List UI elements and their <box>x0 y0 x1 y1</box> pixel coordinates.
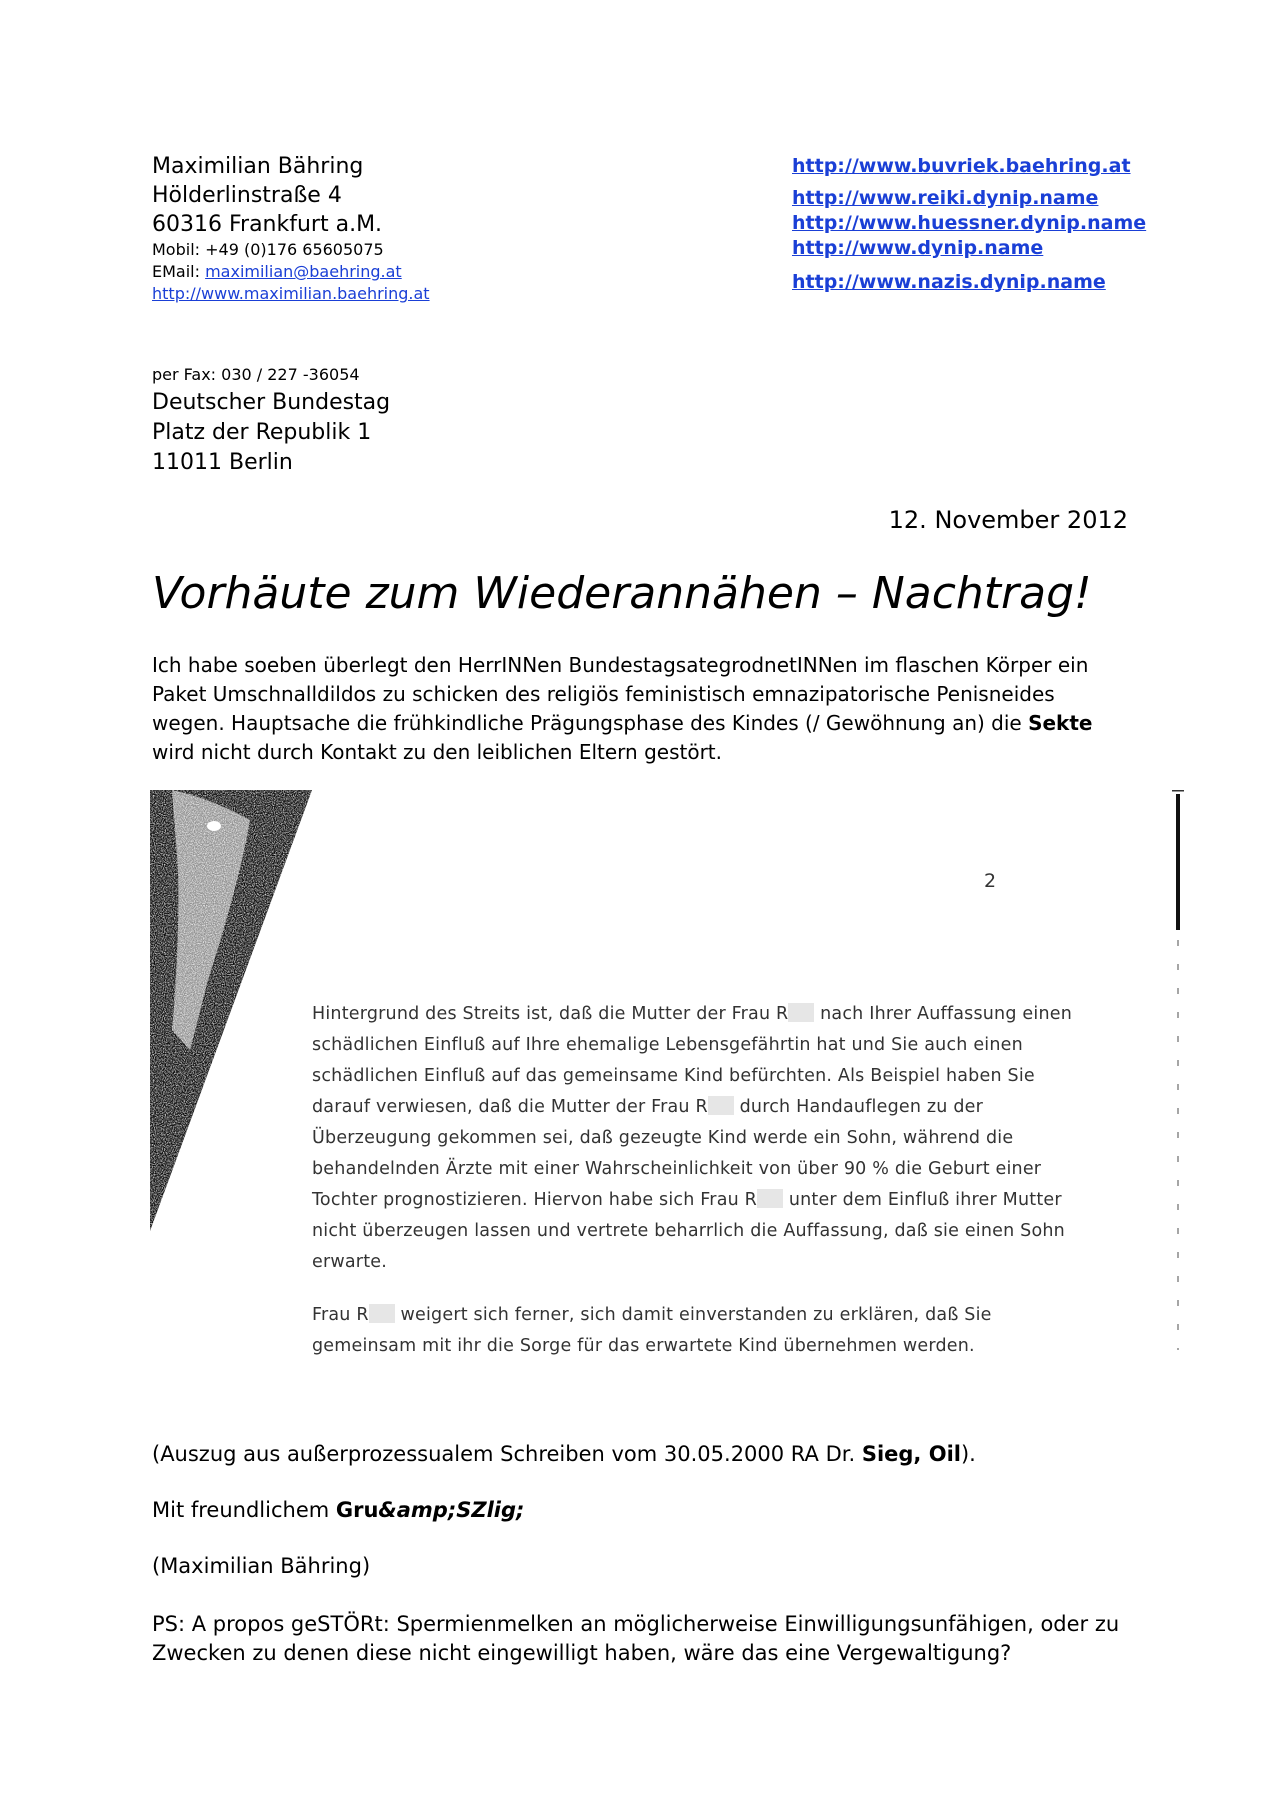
letter-date: 12. November 2012 <box>888 506 1128 534</box>
scan-p1-text-d: unter dem Einfluß ihrer Mutter nicht überzeugen lassen und vertrete beharrlich die Auffassung, daß sie einen Sohn erwarte. <box>312 1190 1065 1272</box>
sender-street: Hölderlinstraße 4 <box>152 183 342 208</box>
recipient-line-3: 11011 Berlin <box>152 450 293 475</box>
scan-p1-text-a: Hintergrund des Streits ist, daß die Mutter der Frau R <box>312 1004 789 1024</box>
fax-number: per Fax: 030 / 227 -36054 <box>152 365 360 384</box>
links-list <box>792 152 1212 295</box>
excerpt-text-2: ). <box>960 1442 976 1466</box>
website-link[interactable]: http://www.maximilian.baehring.at <box>152 284 430 303</box>
sender-mobile <box>152 239 612 261</box>
scan-page-number: 2 <box>984 870 997 892</box>
link-reiki[interactable]: http://www.reiki.dynip.name <box>792 187 1099 209</box>
mobile-label: Mobil: <box>152 240 201 259</box>
redaction-box <box>708 1096 734 1115</box>
sender-website <box>152 283 612 305</box>
recipient-line-2: Platz der Republik 1 <box>152 420 372 445</box>
body-text-2: wird nicht durch Kontakt zu den leiblichen Eltern gestört. <box>152 740 722 764</box>
excerpt-bold-name: Sieg, Oil <box>861 1442 961 1466</box>
link-buvriek[interactable]: http://www.buvriek.baehring.at <box>792 155 1131 177</box>
letter-title: Vorhäute zum Wiederannähen – Nachtrag! <box>152 568 1092 619</box>
scan-paragraph-2 <box>312 1300 1092 1362</box>
sender-name: Maximilian Bähring <box>152 154 364 179</box>
mobile-number: +49 (0)176 65605075 <box>205 240 384 259</box>
greeting-italic-entity: &amp;SZlig; <box>378 1498 525 1522</box>
closing-greeting <box>152 1498 524 1522</box>
link-nazis[interactable]: http://www.nazis.dynip.name <box>792 271 1106 293</box>
recipient-address <box>152 362 652 478</box>
link-huessner[interactable]: http://www.huessner.dynip.name <box>792 212 1147 234</box>
body-bold-word: Sekte <box>1028 711 1093 735</box>
excerpt-citation <box>152 1442 976 1466</box>
excerpt-text-1: (Auszug aus außerprozessualem Schreiben vom 30.05.2000 RA Dr. <box>152 1442 862 1466</box>
greeting-bold: Gru <box>335 1498 379 1522</box>
redaction-box <box>788 1003 814 1022</box>
redaction-box <box>757 1189 783 1208</box>
scan-p1-text-c: durch Handauflegen zu der Überzeugung gekommen sei, daß gezeugte Kind werde ein Sohn, während die behandelnden Ärzte mit einer Wahrscheinlichkeit von über 90 % die Geburt einer Tochter prognostizieren. Hiervon habe sich Frau R <box>312 1097 1042 1210</box>
email-link[interactable]: maximilian@baehring.at <box>205 262 402 281</box>
scan-p2-text-a: Frau R <box>312 1305 369 1325</box>
sender-city: 60316 Frankfurt a.M. <box>152 212 383 237</box>
redaction-box <box>369 1304 395 1323</box>
email-label: EMail: <box>152 262 200 281</box>
sender-email <box>152 261 612 283</box>
signature-name: (Maximilian Bähring) <box>152 1554 371 1578</box>
scan-hole-mark <box>207 821 221 831</box>
scan-p2-text-b: weigert sich ferner, sich damit einverstanden zu erklären, daß Sie gemeinsam mit ihr die Sorge für das erwartete Kind übernehmen werden. <box>312 1305 992 1356</box>
postscript: PS: A propos geSTÖRt: Spermienmelken an möglicherweise Einwilligungsunfähigen, oder zu Zwecken zu denen diese nicht eingewilligt haben, wäre das eine Vergewaltigung? <box>152 1612 1120 1665</box>
body-text-1: Ich habe soeben überlegt den HerrINNen BundestagsategrodnetINNen im flaschen Körper ein Paket Umschnalldildos zu schicken des religiös feministisch emnazipatorische Penisneides wegen. Hauptsache die frühkindliche Prägungsphase des Kindes (/ Gewöhnung an) die <box>152 653 1089 735</box>
scan-paragraph-1 <box>312 999 1092 1278</box>
scan-p1-text-b: nach Ihrer Auffassung einen schädlichen Einfluß auf Ihre ehemalige Lebensgefährtin hat und Sie auch einen schädlichen Einfluß auf das gemeinsame Kind befürchten. Als Beispiel haben Sie darauf verwiesen, daß die Mutter der Frau R <box>312 1004 1072 1117</box>
sender-address <box>152 152 612 305</box>
greeting-text: Mit freundlichem <box>152 1498 336 1522</box>
recipient-line-1: Deutscher Bundestag <box>152 390 391 415</box>
body-paragraph <box>152 651 1132 767</box>
link-dynip[interactable]: http://www.dynip.name <box>792 237 1044 259</box>
scanned-excerpt-text <box>312 999 1092 1362</box>
